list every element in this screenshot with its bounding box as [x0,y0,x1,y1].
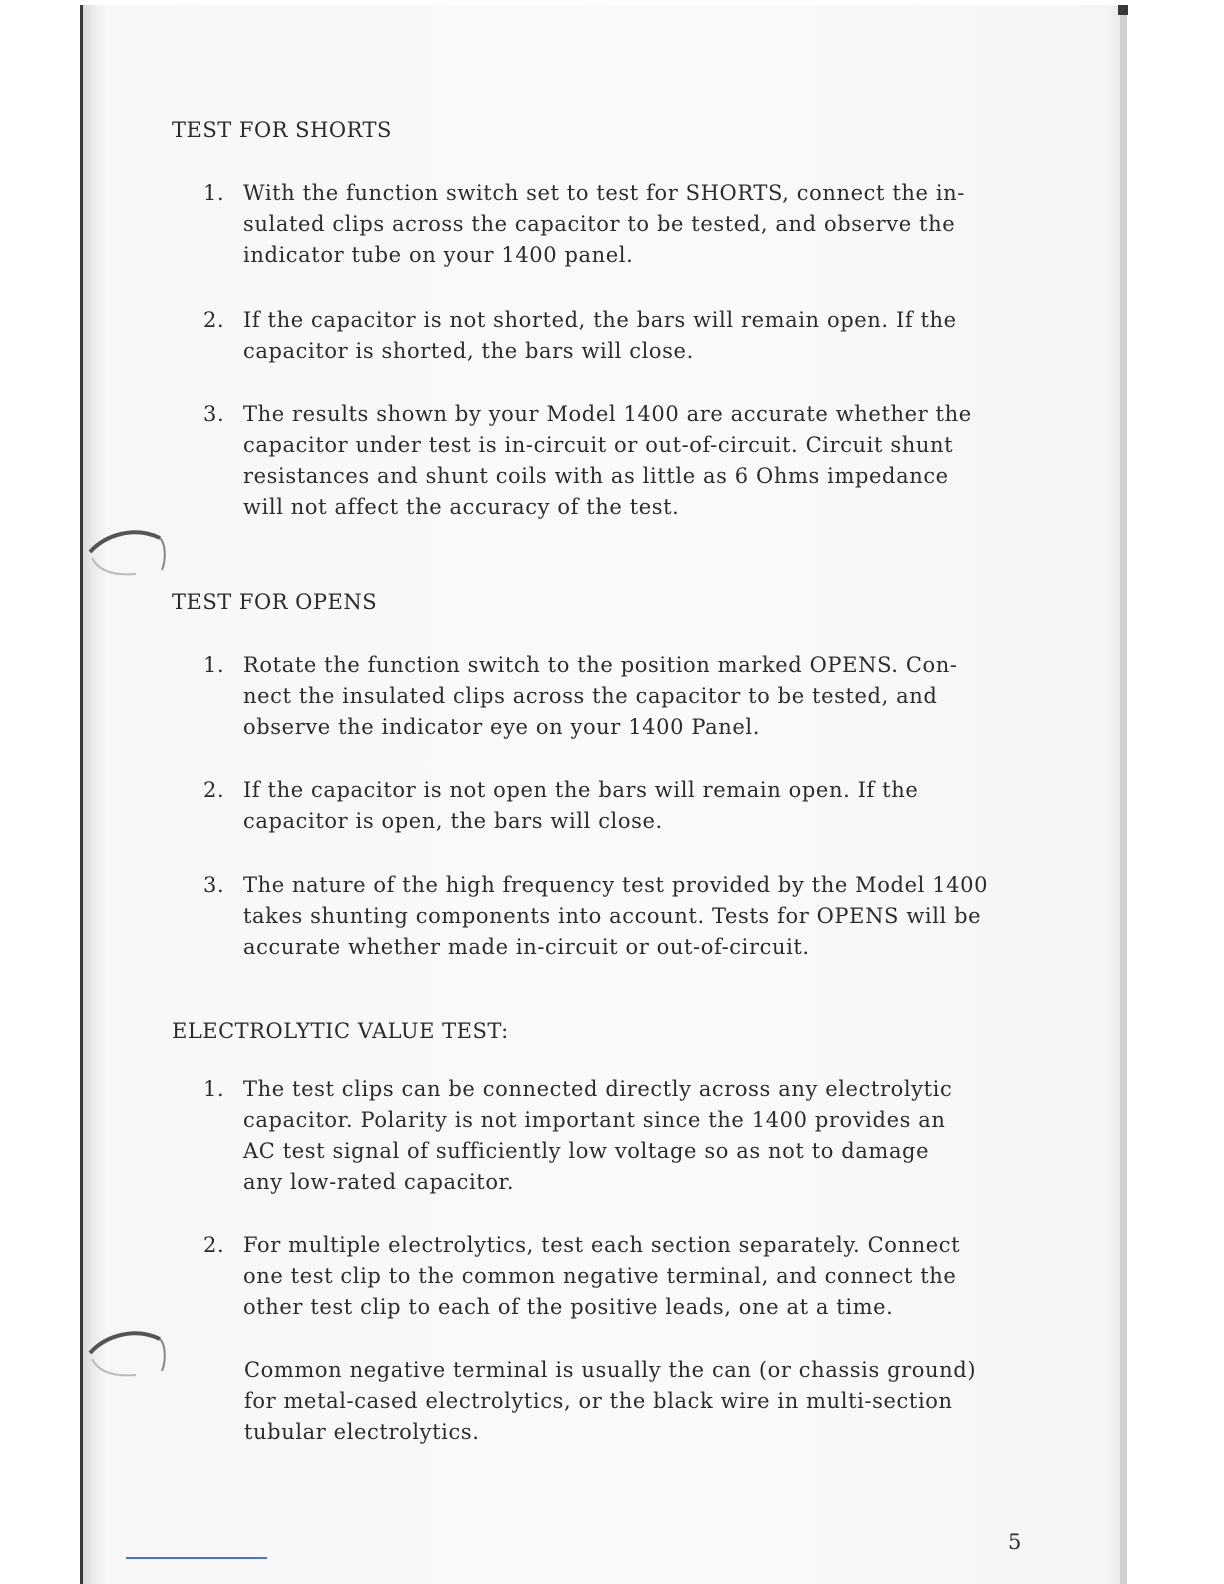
list-item-text: If the capacitor is not shorted, the bars will remain open. If the capacitor is shorted, the bars will close. [243,308,957,363]
list-item [203,305,1003,367]
list-item-text: The nature of the high frequency test provided by the Model 1400 takes shunting components into account. Tests for OPENS will be accurate whether made in-circuit or out-of-circuit. [243,873,989,959]
scan-artifact-line [126,1557,267,1559]
binder-ring-mark-icon [86,1323,170,1383]
list-item [203,1074,1003,1198]
list-item-number: 2. [203,308,225,332]
list-item-number: 1. [203,181,225,205]
list-item-number: 3. [203,873,225,897]
list-item-text: Rotate the function switch to the position marked OPENS. Con- nect the insulated clips across the capacitor to be tested, and observe the indicator eye on your 1400 Panel. [243,653,958,739]
list-item [203,1230,1003,1323]
section-heading-electrolytic: ELECTROLYTIC VALUE TEST: [172,1019,509,1043]
list-item-text: For multiple electrolytics, test each section separately. Connect one test clip to the common negative terminal, and connect the other test clip to each of the positive leads, one at a time. [243,1233,961,1319]
page-corner-mark [1118,5,1128,15]
list-item [203,650,1003,743]
list-item-number: 1. [203,653,225,677]
list-item-number: 1. [203,1077,225,1101]
list-item-number: 3. [203,402,225,426]
list-item-text: The results shown by your Model 1400 are accurate whether the capacitor under test is in-circuit or out-of-circuit. Circuit shunt resistances and shunt coils with as little as 6 Ohms impedance will not affect the accuracy of the test. [243,402,972,519]
list-item [203,870,1003,963]
section-heading-opens: TEST FOR OPENS [172,590,378,614]
list-item [203,399,1003,523]
page-right-edge [1120,5,1127,1584]
section-heading-shorts: TEST FOR SHORTS [172,118,392,142]
list-item-text: The test clips can be connected directly across any electrolytic capacitor. Polarity is not important since the 1400 provides an AC test signal of sufficiently low voltage so as not to damage any low-rated capacitor. [243,1077,953,1194]
note-paragraph: Common negative terminal is usually the can (or chassis ground) for metal-cased electrolytics, or the black wire in multi-section tubular electrolytics. [244,1358,977,1444]
list-item-text: With the function switch set to test for SHORTS, connect the in- sulated clips across the capacitor to be tested, and observe the indicator tube on your 1400 panel. [243,181,965,267]
binder-ring-mark-icon [86,522,170,582]
list-item-number: 2. [203,778,225,802]
list-item-number: 2. [203,1233,225,1257]
list-item [203,775,1003,837]
page-number: 5 [1008,1530,1022,1554]
list-item [203,178,1003,271]
list-item-text: If the capacitor is not open the bars will remain open. If the capacitor is open, the bars will close. [243,778,919,833]
